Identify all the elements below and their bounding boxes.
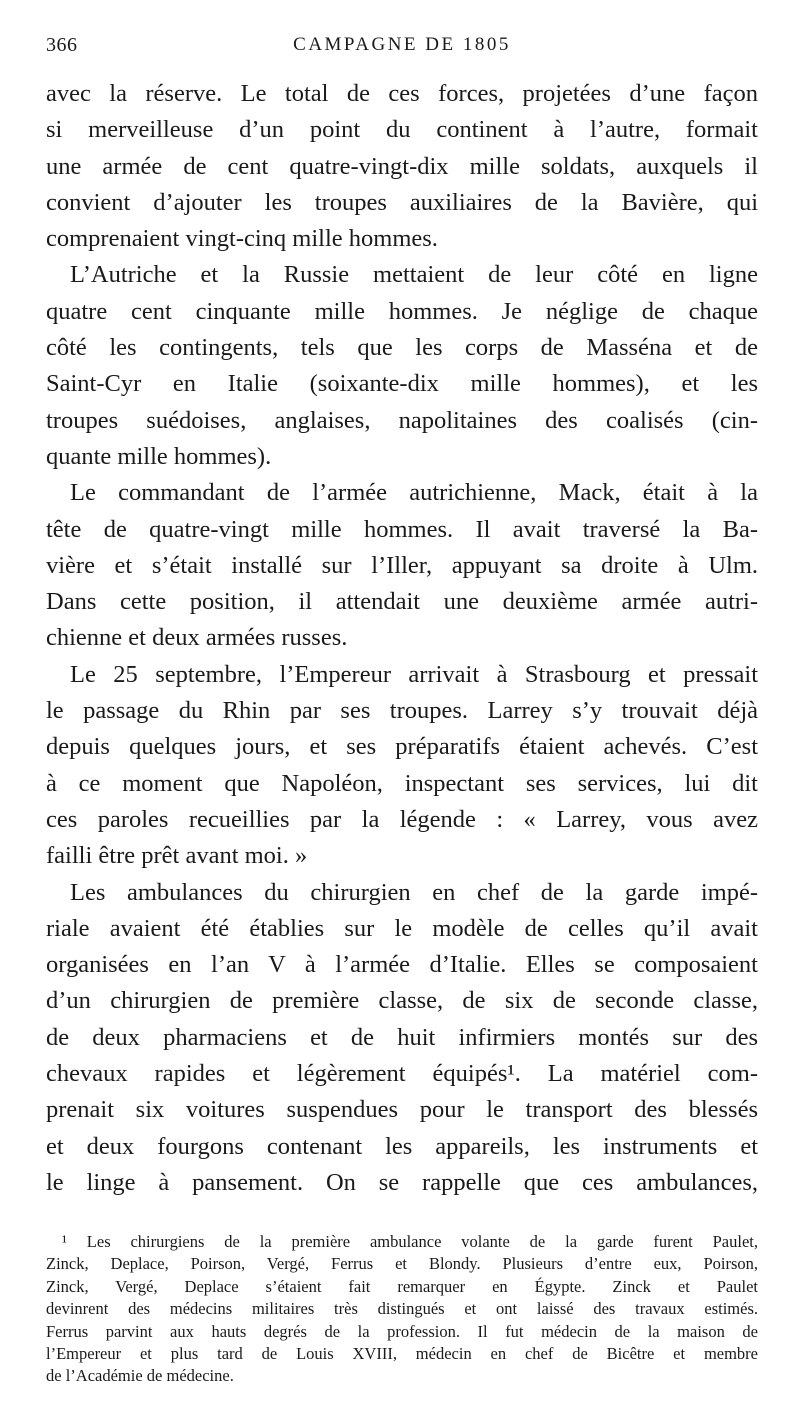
footnote-line: Ferrus parvint aux hauts degrés de la profession. Il fut médecin de la maison de	[46, 1321, 758, 1341]
text-line: de deux pharmaciens et de huit infirmiers montés sur des	[46, 1023, 758, 1051]
text-line: Saint-Cyr en Italie (soixante-dix mille hommes), et les	[46, 370, 758, 398]
footnote	[46, 1231, 758, 1388]
text-line: une armée de cent quatre-vingt-dix mille soldats, auxquels il	[46, 152, 758, 180]
footnote-line: Zinck, Vergé, Deplace s’étaient fait remarquer en Égypte. Zinck et Paulet	[46, 1276, 758, 1296]
body-text	[46, 76, 758, 1201]
text-line: riale avaient été établies sur le modèle de celles qu’il avait	[46, 914, 758, 942]
text-line: Les ambulances du chirurgien en chef de la garde impé-	[70, 878, 758, 906]
footnote-line: l’Empereur et plus tard de Louis XVIII, médecin en chef de Bicêtre et membre	[46, 1343, 758, 1363]
text-line: avec la réserve. Le total de ces forces, projetées d’une façon	[46, 80, 758, 107]
text-line: quante mille hommes).	[46, 442, 272, 470]
text-line: comprenaient vingt-cinq mille hommes.	[46, 225, 438, 253]
text-line: depuis quelques jours, et ses préparatifs étaient achevés. C’est	[46, 733, 758, 761]
text-line: vière et s’était installé sur l’Iller, appuyant sa droite à Ulm.	[46, 551, 758, 579]
running-head	[46, 34, 758, 60]
page-number: 366	[46, 34, 78, 56]
text-line: si merveilleuse d’un point du continent à l’autre, formait	[46, 116, 758, 144]
text-line: prenait six voitures suspendues pour le transport des blessés	[46, 1096, 758, 1124]
text-line: Dans cette position, il attendait une deuxième armée autri-	[46, 588, 758, 616]
footnote-line: de l’Académie de médecine.	[46, 1366, 234, 1386]
text-line: le linge à pansement. On se rappelle que ces ambulances,	[46, 1168, 758, 1196]
running-title: CAMPAGNE DE 1805	[293, 34, 511, 55]
text-line: côté les contingents, tels que les corps de Masséna et de	[46, 334, 758, 362]
text-line: à ce moment que Napoléon, inspectant ses services, lui dit	[46, 769, 758, 797]
text-line: et deux fourgons contenant les appareils, les instruments et	[46, 1132, 758, 1160]
text-line: chevaux rapides et légèrement équipés¹. La matériel com-	[46, 1060, 758, 1088]
text-line: organisées en l’an V à l’armée d’Italie. Elles se composaient	[46, 951, 758, 979]
text-line: d’un chirurgien de première classe, de six de seconde classe,	[46, 987, 758, 1015]
text-line: quatre cent cinquante mille hommes. Je néglige de chaque	[46, 297, 758, 325]
text-line: convient d’ajouter les troupes auxiliaires de la Bavière, qui	[46, 188, 758, 216]
text-line: ces paroles recueillies par la légende : « Larrey, vous avez	[46, 805, 758, 833]
text-line: failli être prêt avant moi. »	[46, 842, 308, 870]
footnote-line: ¹ Les chirurgiens de la première ambulance volante de la garde furent Paulet,	[62, 1232, 758, 1251]
footnote-line: devinrent des médecins militaires très distingués et ont laissé des travaux estimés.	[46, 1299, 758, 1319]
text-line: L’Autriche et la Russie mettaient de leur côté en ligne	[70, 261, 758, 289]
text-line: tête de quatre-vingt mille hommes. Il avait traversé la Ba-	[46, 515, 758, 543]
footnote-line: Zinck, Deplace, Poirson, Vergé, Ferrus et Blondy. Plusieurs d’entre eux, Poirson,	[46, 1254, 758, 1274]
text-line: chienne et deux armées russes.	[46, 624, 348, 652]
text-line: le passage du Rhin par ses troupes. Larrey s’y trouvait déjà	[46, 697, 758, 725]
text-line: Le 25 septembre, l’Empereur arrivait à Strasbourg et pressait	[70, 660, 758, 688]
text-line: troupes suédoises, anglaises, napolitaines des coalisés (cin-	[46, 406, 758, 434]
text-line: Le commandant de l’armée autrichienne, Mack, était à la	[70, 479, 758, 507]
